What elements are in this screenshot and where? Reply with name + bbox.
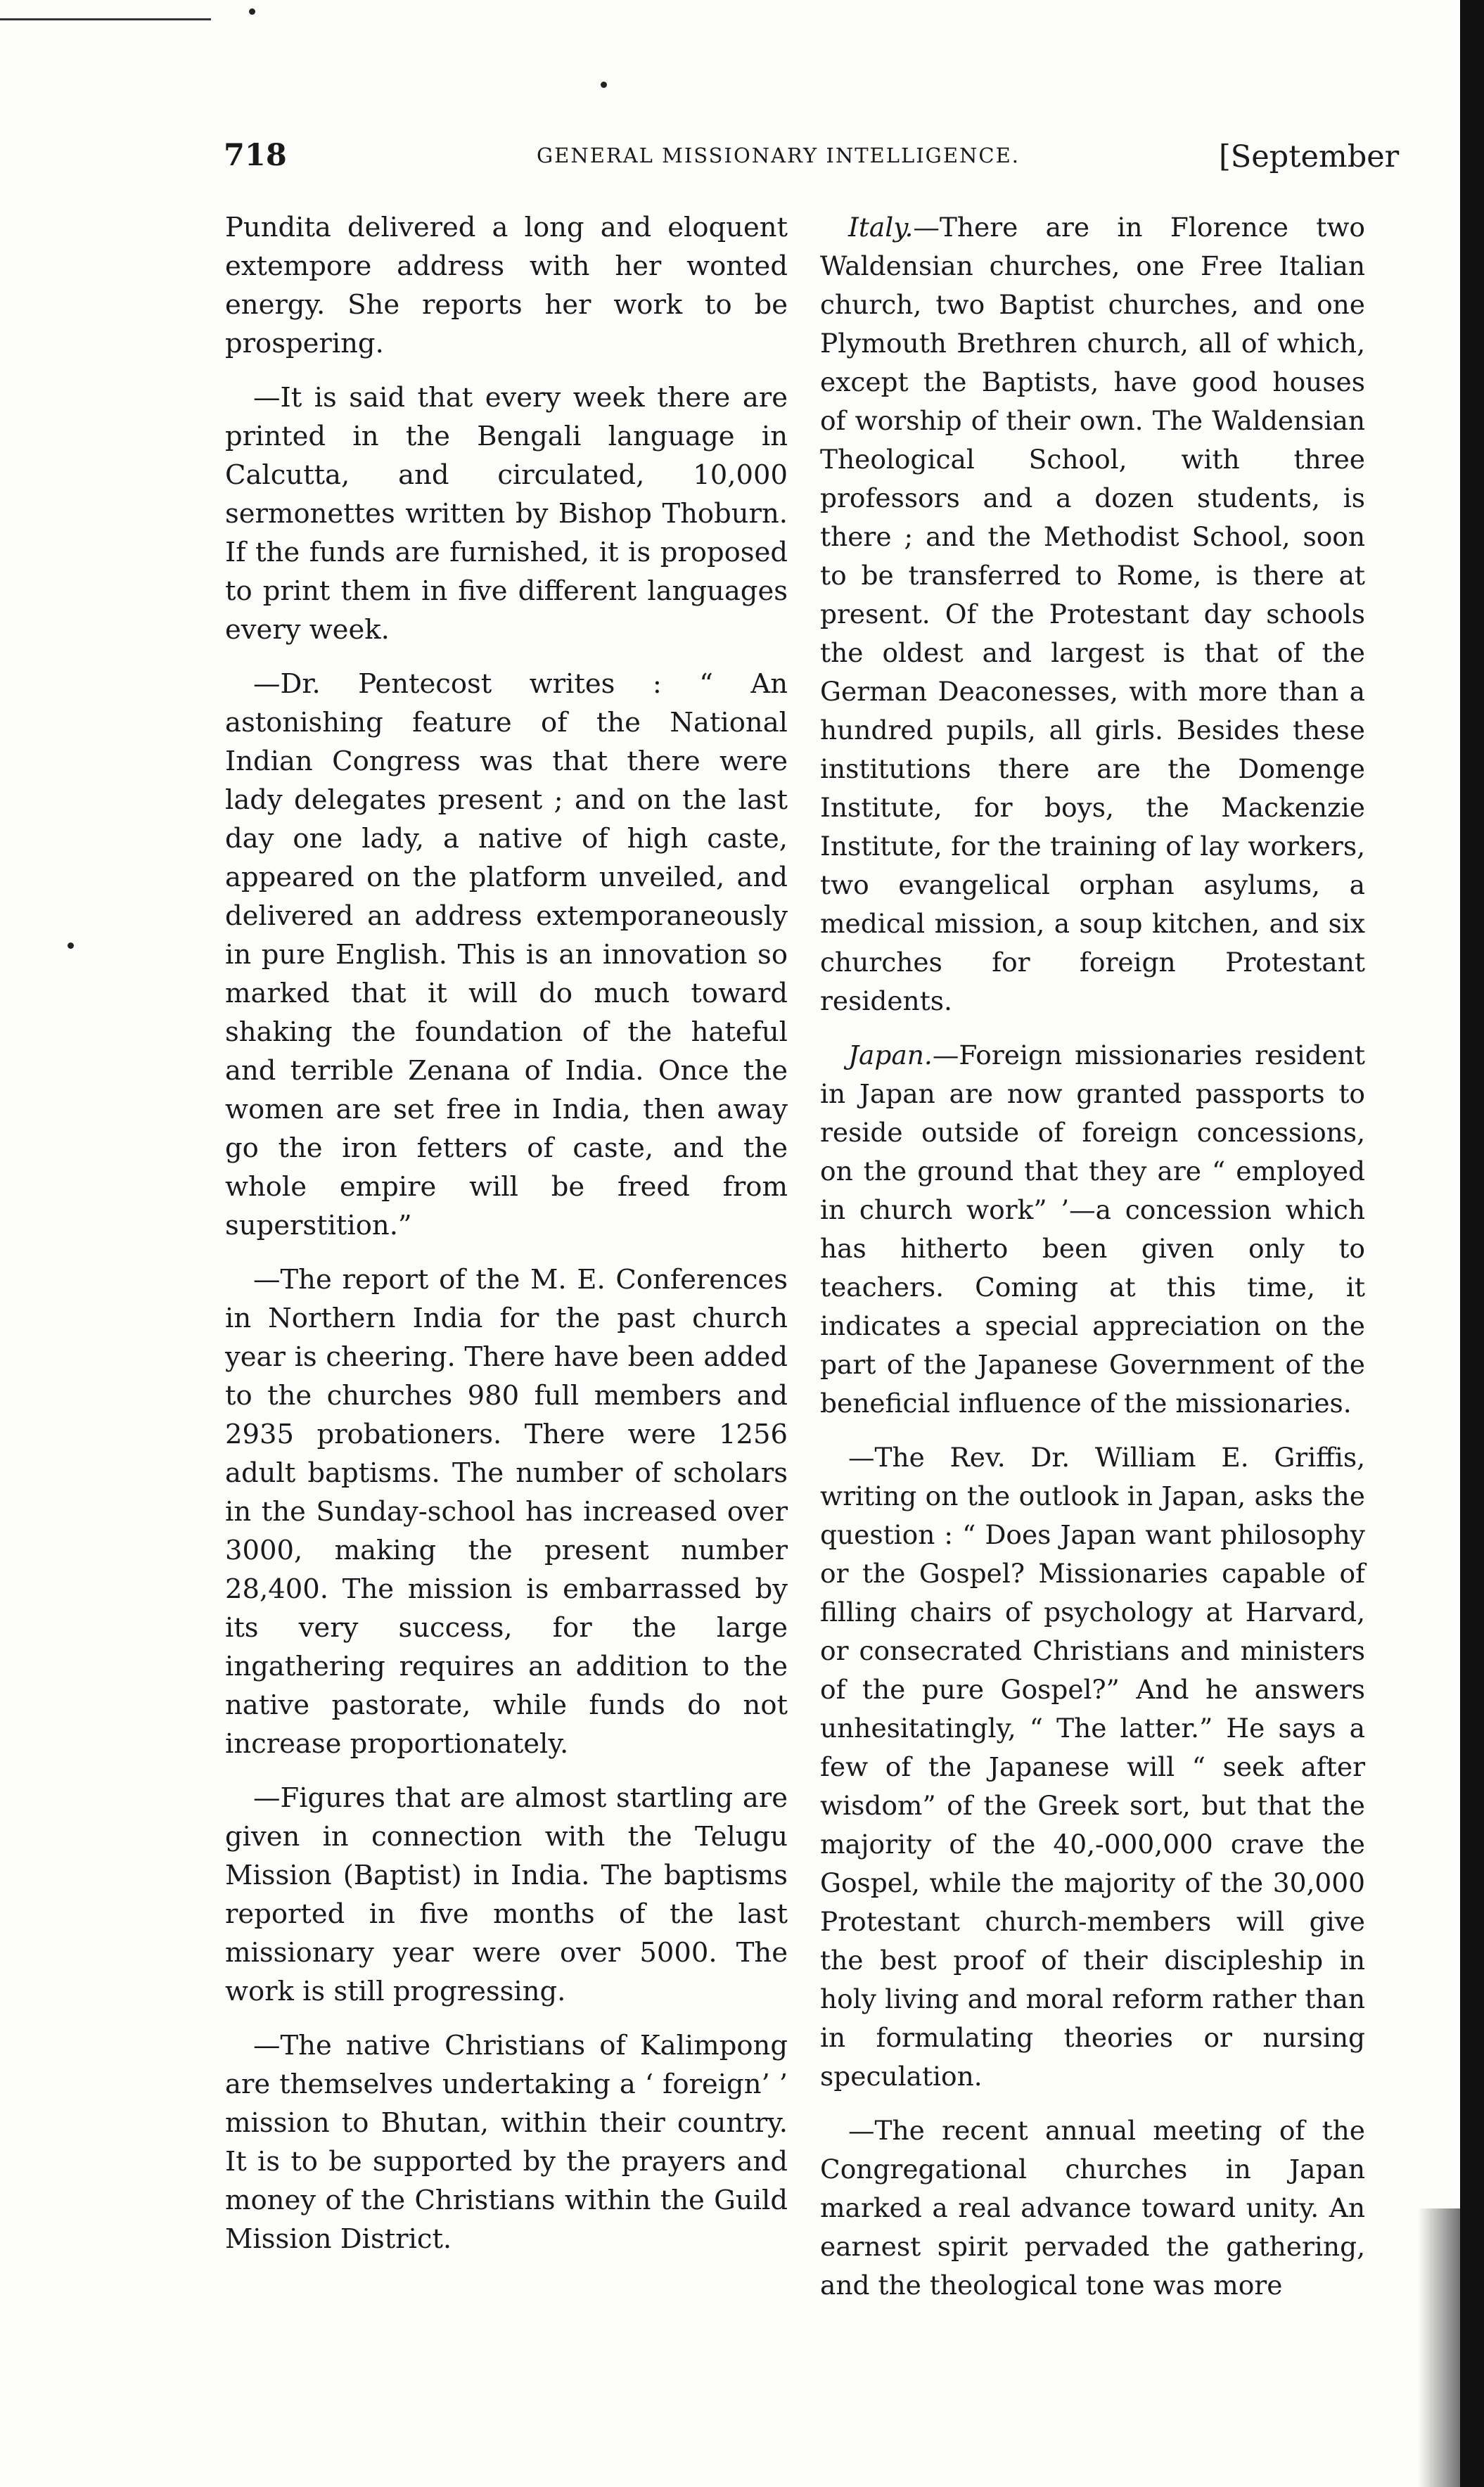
header-month: [September [1219, 139, 1400, 174]
scan-edge-gradient [1418, 2208, 1460, 2487]
left-column [225, 208, 788, 2274]
paragraph: —The Rev. Dr. William E. Griffis, writing on the outlook in Japan, asks the question : “ Does Japan want philosophy or the Gospel? Missionaries capable of filling chairs of psychology at Harvard, or consecrated Christians and ministers of the pure Gospel?” And he answers unhesitatingly, “ The latter.” He says a few of the Japanese will “ seek after wisdom” of the Greek sort, but that the majority of the 40,-000,000 crave the Gospel, while the majority of the 30,000 Protestant church-members will give the best proof of their discipleship in holy living and moral reform rather than in formulating theories or nursing speculation. [820, 1442, 1365, 2092]
paragraph: Pundita delivered a long and eloquent extempore address with her wonted energy. She reports her work to be prospering. [225, 212, 788, 359]
paragraph: —It is said that every week there are printed in the Bengali language in Calcutta, and circulated, 10,000 sermonettes written by Bishop Thoburn. If the funds are furnished, it is proposed to print them in five different languages every week. [225, 382, 788, 646]
paragraph-italy: Italy.—There are in Florence two Waldensian churches, one Free Italian church, two Baptist churches, and one Plymouth Brethren church, all of which, except the Baptists, have good houses of worship of their own. The Waldensian Theological School, with three professors and a dozen students, is there ; and the Methodist School, soon to be transferred to Rome, is there at present. Of the Protestant day schools the oldest and largest is that of the German Deaconesses, with more than a hundred pupils, all girls. Besides these institutions there are the Domenge Institute, for boys, the Mackenzie Institute, for the training of lay workers, two evangelical orphan asylums, a medical mission, a soup kitchen, and six churches for foreign Protestant residents. [820, 212, 1365, 1016]
country-lead: Italy. [848, 212, 914, 243]
paragraph: —The recent annual meeting of the Congregational churches in Japan marked a real advance toward unity. An earnest spirit pervaded the gathering, and the theological tone was more [820, 2115, 1365, 2301]
scan-edge-shadow [1460, 0, 1484, 2487]
right-column [820, 208, 1365, 2320]
paragraph: —Dr. Pentecost writes : “ An astonishing feature of the National Indian Congress was that there were lady delegates present ; and on the last day one lady, a native of high caste, appeared on the platform unveiled, and delivered an address extemporaneously in pure English. This is an innovation so marked that it will do much toward shaking the foundation of the hateful and terrible Zenana of India. Once the women are set free in India, then away go the iron fetters of caste, and the whole empire will be freed from superstition.” [225, 668, 788, 1241]
paragraph: —The native Christians of Kalimpong are themselves undertaking a ‘ foreign’ ’ mission to Bhutan, within their country. It is to be supported by the prayers and money of the Christians within the Guild Mission District. [225, 2030, 788, 2255]
running-title: GENERAL MISSIONARY INTELLIGENCE. [537, 143, 1020, 167]
margin-speck [68, 942, 74, 949]
paragraph: —The report of the M. E. Conferences in Northern India for the past church year is cheering. There have been added to the churches 980 full members and 2935 probationers. There were 1256 adult baptisms. The number of scholars in the Sunday-school has increased over 3000, making the present number 28,400. The mission is embarrassed by its very success, for the large ingathering requires an addition to the native pastorate, while funds do not increase proportionately. [225, 1264, 788, 1760]
margin-speck [249, 8, 255, 15]
top-edge-rule [0, 18, 211, 20]
paragraph-japan: Japan.—Foreign missionaries resident in Japan are now granted passports to reside outside of foreign concessions, on the ground that they are “ employed in church work” ’—a concession which has hitherto been given only to teachers. Coming at this time, it indicates a special appreciation on the part of the Japanese Government of the beneficial influence of the missionaries. [820, 1040, 1365, 1419]
margin-speck [601, 82, 607, 88]
country-lead: Japan. [848, 1040, 933, 1070]
paragraph: —Figures that are almost startling are given in connection with the Telugu Mission (Baptist) in India. The baptisms reported in five months of the last missionary year were over 5000. The work is still progressing. [225, 1782, 788, 2007]
page-number: 718 [224, 138, 287, 173]
page-header [224, 138, 1419, 180]
